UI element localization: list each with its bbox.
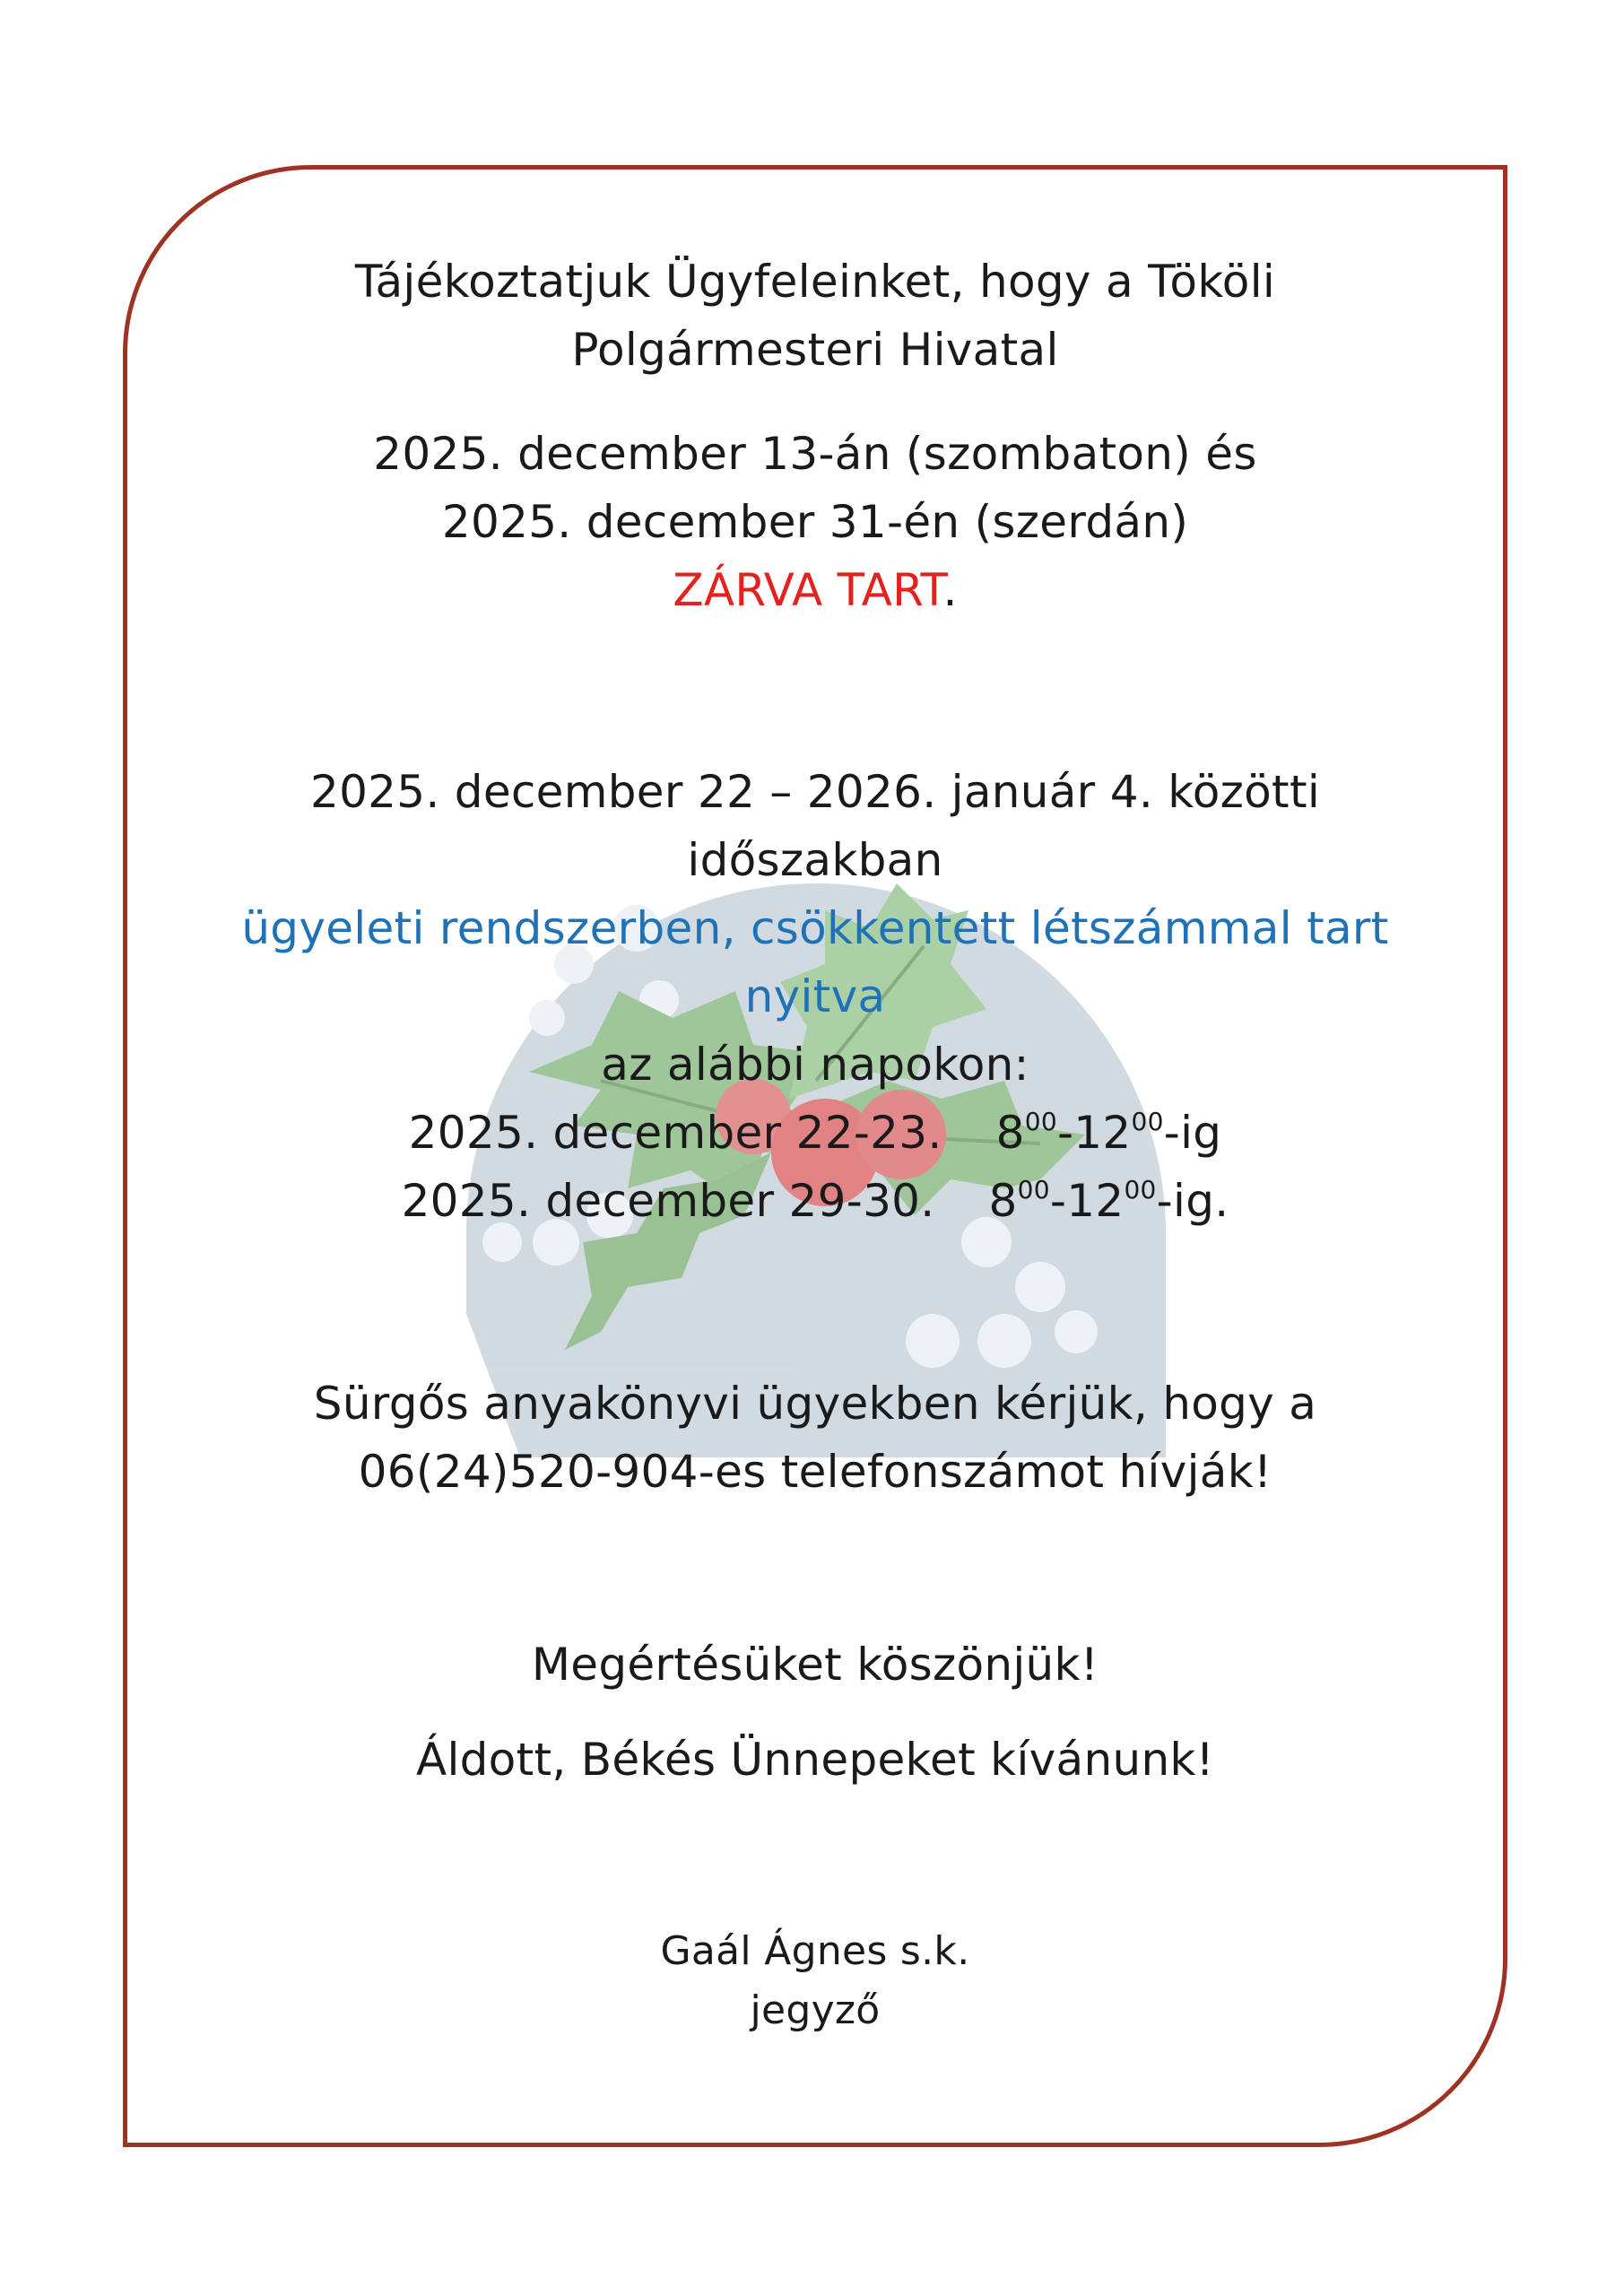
urgent-line-2: 06(24)520-904-es telefonszámot hívják! [358,1446,1272,1498]
schedule-suffix: -ig [1163,1107,1222,1159]
ornament-dot [977,1314,1031,1368]
schedule-date: 2025. december 22-23. [408,1107,942,1159]
ornament-dot [1015,1262,1065,1312]
schedule-to-min: 00 [1131,1107,1164,1136]
signature-title: jegyző [750,1987,881,2033]
wishes-text: Áldott, Békés Ünnepeket kívánunk! [415,1734,1215,1786]
schedule-suffix: -ig. [1156,1175,1229,1227]
schedule-from-min: 00 [1017,1175,1050,1205]
days-intro: az alábbi napokon: [601,1039,1029,1091]
closed-period: . [942,564,958,616]
ornament-dot [906,1314,960,1368]
ornament-dot [1055,1310,1098,1353]
thanks-text: Megértésüket köszönjük! [531,1639,1099,1691]
schedule-dash: - [1056,1107,1074,1159]
schedule-row [123,1167,1507,1235]
schedule-from-min: 00 [1024,1107,1057,1136]
schedule-from-hour: 8 [988,1175,1018,1227]
period-line-1: 2025. december 22 – 2026. január 4. közötti [309,766,1321,818]
closed-date-2: 2025. december 31-én (szerdán) [441,496,1189,548]
urgent-line-1: Sürgős anyakönyvi ügyekben kérjük, hogy a [313,1378,1317,1430]
schedule-dash: - [1049,1175,1067,1227]
period-line-2: időszakban [687,834,943,886]
schedule-to-min: 00 [1124,1175,1157,1205]
closed-date-1: 2025. december 13-án (szombaton) és [373,428,1257,480]
signature-name: Gaál Ágnes s.k. [660,1928,970,1974]
duty-line-1: ügyeleti rendszerben, csökkentett létszámmal tart [241,902,1389,954]
intro-line-1: Tájékoztatjuk Ügyfeleinket, hogy a Tököli [354,256,1276,308]
schedule-date: 2025. december 29-30. [401,1175,935,1227]
schedule-to-hour: 12 [1073,1107,1132,1159]
schedule-to-hour: 12 [1066,1175,1125,1227]
intro-line-2: Polgármesteri Hivatal [571,324,1059,376]
closed-notice [123,556,1507,624]
duty-line-2: nyitva [744,970,886,1022]
closed-label: ZÁRVA TART [673,564,943,616]
schedule-row [123,1099,1507,1167]
schedule-from-hour: 8 [995,1107,1025,1159]
